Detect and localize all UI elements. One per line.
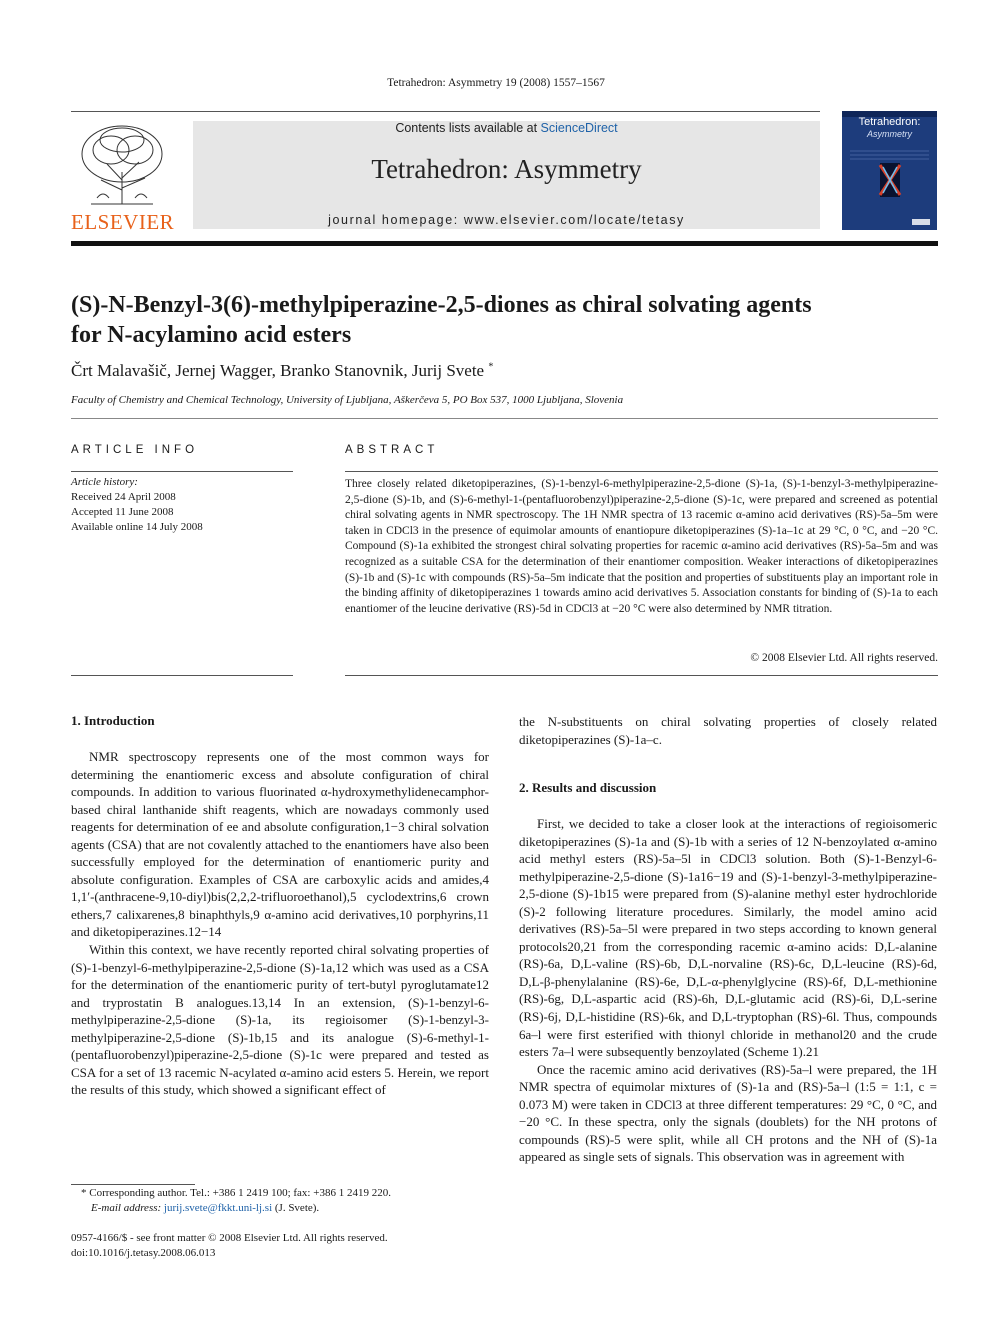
column-right-continuation [519,713,937,748]
corresponding-author-mark: * [488,361,494,373]
authors-text: Črt Malavašič, Jernej Wagger, Branko Stanovnik, Jurij Svete [71,361,485,380]
accepted-date: Accepted 11 June 2008 [71,506,174,518]
column-left [71,748,489,1099]
online-date: Available online 14 July 2008 [71,521,203,533]
footnote-mark: * [81,1187,87,1199]
intro-continuation: the N-substituents on chiral solvating properties of closely related diketopiperazines (S)-1a–c. [519,714,937,747]
results-paragraph-1: First, we decided to take a closer look at the interactions of regioisomeric diketopiperazines (S)-1a and (S)-1b with a series of 12 N-benzoylated α-amino acid methyl esters (RS)-5a–5l in CDCl3 solution. Both (S)-1-Benzyl-6-methylpiperazine-2,5-dione (S)-1a16−19 and (S)-1-benzyl-3-methylpiperazine-2,5-dione (S)-1b15 were prepared from (S)-alanine methyl ester hydrochloride (S)-2 following literature procedures. Similarly, the model amino acid derivatives (RS)-5a–5l were prepared in two steps according to known general protocols20,21 from the corresponding racemic α-amino acids: D,L-alanine (RS)-6a, D,L-valine (RS)-6b, D,L-norvaline (RS)-6c, D,L-leucine (RS)-6d, D,L-β-phenylalanine (RS)-6e, D,L-α-phenylglycine (RS)-6f, D,L-methionine (RS)-6g, D,L-aspartic acid (RS)-6h, D,L-glutamic acid (RS)-6i, D,L-serine (RS)-6j, D,L-histidine (RS)-6k, and D,L-tryptophan (RS)-6l. Thus, compounds 6a–l were first esterified with thionyl chloride in methanol20 and the crude esters 7a–l were subsequently benzoylated (Scheme 1).21 [519,816,937,1060]
abstract-rule [345,471,938,472]
abstract-heading: ABSTRACT [345,444,439,456]
sciencedirect-link[interactable]: ScienceDirect [540,121,618,135]
corresponding-author-footnote [71,1186,489,1215]
results-paragraph-2: Once the racemic amino acid derivatives (RS)-5a–l were prepared, the 1H NMR spectra of equimolar mixtures of (S)-1a and (RS)-5a–l (1:5 = 1:1, c = 0.073 M) were taken in CDCl3 at three different temperatures: 29 °C, 0 °C, and −20 °C. In these spectra, only the signals (doublets) for the NH protons of compounds (RS)-5 were split, while all CH protons and the NH of (S)-1a appeared as single sets of signals. This observation was in agreement with [519,1061,937,1165]
cover-title: Tetrahedron: [858,116,921,128]
journal-name [193,154,820,185]
issn-line: 0957-4166/$ - see front matter © 2008 Elsevier Ltd. All rights reserved. [71,1232,388,1244]
publisher-name: ELSEVIER [71,210,175,234]
email-suffix: (J. Svete). [274,1201,320,1214]
abstract-copyright: © 2008 Elsevier Ltd. All rights reserved. [750,652,938,664]
top-rule [71,111,820,112]
journal-homepage-link[interactable]: journal homepage: www.elsevier.com/locate/tetasy [328,213,685,227]
article-history [71,475,293,535]
article-info-bottom-rule [71,675,293,676]
article-info-rule [71,471,293,472]
received-date: Received 24 April 2008 [71,491,176,503]
abstract-text: Three closely related diketopiperazines, (S)-1-benzyl-6-methylpiperazine-2,5-dione (S)-1a, (S)-1-benzyl-3-methylpiperazine-2,5-dione (S)-1b, and (S)-6-methyl-1-(pentafluorobenzyl)piperazine-2,5-dione (S)-1c, were prepared and screened as potential chiral solvating agents in NMR spectroscopy. The 1H NMR spectra of 13 racemic α-amino acid derivatives (RS)-5a–5m were taken in CDCl3 in the presence of equimolar amounts of enantiopure diketopiperazines (S)-1a–1c at 29 °C, 0 °C, and −20 °C. Compound (S)-1a exhibited the strongest chiral solvating properties for racemic α-amino acid derivatives (RS)-5a–5m and was recognized as a suitable CSA for the determination of their enantiomer composition. Weaker interactions of diketopiperazines (S)-1b and (S)-1c with compounds (RS)-5a–5m indicate that the position and properties of substituents play an important role in the binding affinity of diketopiperazines 1 towards amino acid derivatives 5. Association constants for binding of (S)-1a to each enantiomer of the leucine derivative (RS)-5d in CDCl3 at −20 °C were also determined by NMR titration. [345,478,938,615]
section-1-heading: 1. Introduction [71,713,155,728]
cover-subtitle: Asymmetry [867,129,912,139]
journal-citation: Tetrahedron: Asymmetry 19 (2008) 1557–1567 [387,77,605,89]
intro-paragraph-1: NMR spectroscopy represents one of the most common ways for determining the enantiomeric excess and absolute configuration of chiral compounds. In addition to various fluorinated α-hydroxymethylidenecamphor-based chiral lanthanide shift reagents, which are nowadays commonly used reagents for determination of ee and absolute configuration,1−3 chiral solvation agents (CSA) that are not covalently attached to the enantiomers have also been successfully employed for the determination of enantiomeric purity and absolute configuration. Examples of CSA are carboxylic acids and amides,4 1,1′-(anthracene-9,10-diyl)bis(2,2,2-trifluoroethanol),5 cyclodextrins,6 crown ethers,7 calixarenes,8 binaphthyls,9 α-amino acid derivatives,10 porphyrins,11 and diketopiperazines.12−14 [71,749,489,940]
section-2-heading: 2. Results and discussion [519,780,657,795]
column-right [519,815,937,1166]
contents-prefix: Contents lists available at [395,121,541,135]
journal-name-text: Tetrahedron: Asymmetry [371,154,642,184]
footnote-rule [71,1184,195,1185]
doi-line[interactable]: doi:10.1016/j.tetasy.2008.06.013 [71,1246,216,1259]
affiliation-rule [71,418,938,419]
author-list [71,361,938,381]
email-label: E-mail address: [91,1201,162,1214]
history-label: Article history: [71,476,138,488]
corresponding-details: Corresponding author. Tel.: +386 1 2419 100; fax: +386 1 2419 220. [89,1187,391,1199]
article-title [71,290,938,350]
email-link[interactable]: jurij.svete@fkkt.uni-lj.si [163,1201,273,1214]
issn-doi-block [71,1231,489,1260]
article-info-heading: ARTICLE INFO [71,444,199,456]
header-thick-rule [71,241,938,246]
contents-line [193,121,820,135]
affiliation: Faculty of Chemistry and Chemical Technology, University of Ljubljana, Aškerčeva 5, PO Box 537, 1000 Ljubljana, Slovenia [71,394,624,406]
abstract-bottom-rule [345,675,938,676]
article-title-line-1: (S)-N-Benzyl-3(6)-methylpiperazine-2,5-diones as chiral solvating agents [71,292,812,318]
intro-paragraph-2: Within this context, we have recently reported chiral solvating properties of (S)-1-benzyl-6-methylpiperazine-2,5-dione (S)-1a,12 which was used as a CSA for the determination of the enantiomeric purity of tert-butyl pyroglutamate12 and tryprostatin B analogues.13,14 In an extension, (S)-1-benzyl-6-methylpiperazine-2,5-dione (S)-1a, its regioisomer (S)-1-benzyl-3-methylpiperazine-2,5-dione (S)-1b,15 and its analogue (S)-6-methyl-1-(pentafluorobenzyl)piperazine-2,5-dione (S)-1c were prepared and tested as CSA for a set of 13 racemic N-acylated α-amino acid esters 5. Herein, we report the results of this study, which showed a significant effect of [71,942,489,1098]
article-title-line-2: for N-acylamino acid esters [71,322,352,348]
